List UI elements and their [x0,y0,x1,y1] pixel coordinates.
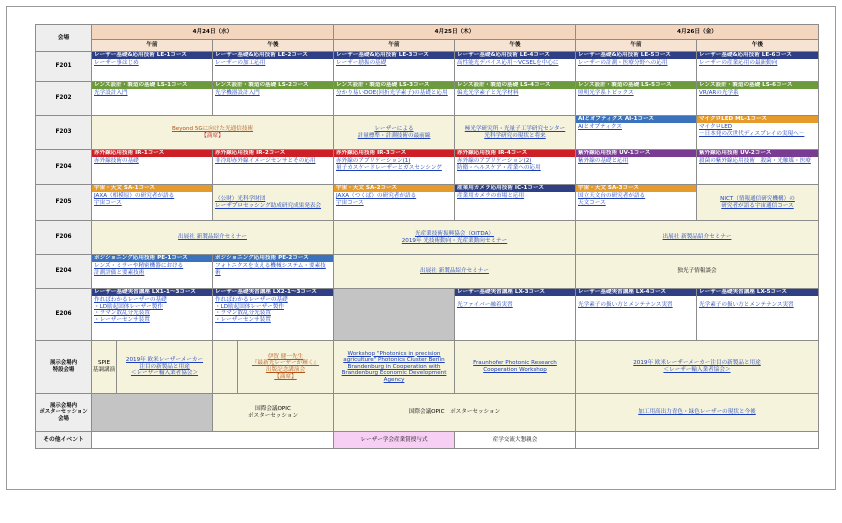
session-link[interactable]: （公財）光科学財団 レーザプロセッシング助成研究成果発表会 [215,195,322,209]
session-cell [334,341,455,394]
session-link[interactable]: レーザーの計測・医療分野への応用 [578,60,668,66]
room-label: その他イベント [36,432,92,449]
session-link[interactable]: 光ファイバー融着実習 [457,302,513,308]
session-link[interactable]: 2019年 欧米レーザーメーカー注目の新製品と用途 ＜レーザー輸入業者協会＞ [633,360,761,373]
session-cell [92,116,334,150]
course-header: レーザー基礎&応用技術 LE-5コース [576,52,696,59]
session-cell [576,394,819,432]
half-header-pm: 午後 [213,40,334,52]
session-link[interactable]: 光学素子の扱い方とメンテナンス実習 [578,302,673,308]
schedule-table [35,24,819,449]
course-header: 宇宙・天文 SA-2コース [334,185,454,192]
course-header: レンズ設計・製造の基礎 LS-1コース [92,82,212,89]
session-cell [576,255,819,289]
session-link[interactable]: ・レーザーセンサ装置 [215,316,271,323]
session-cell [92,289,213,341]
session-link[interactable]: 出展社 新製品紹介セミナー [662,234,732,241]
room-label: F203 [36,116,92,150]
session-cell [334,185,455,221]
session-link[interactable]: ・ラマン散乱分光装置 [215,310,271,317]
session-cell [213,394,334,432]
course-header: ポジショニング応用技術 PE-2コース [213,255,333,262]
session-cell [455,82,576,116]
course-header: レーザー基礎実習講座 LX1-1～3コース [92,289,212,296]
session-link[interactable]: 紫外線の基礎と応用 [578,158,629,164]
session-cell [455,116,576,150]
session-link[interactable]: Workshop "Photonics in precision agriculture" Photonics Cluster Berlin Brandenburg in Cooperation with Brandenburg Economic Development Agency [341,350,447,383]
room-label: F201 [36,52,92,82]
day-header-fri: 4月26日（金） [576,25,819,40]
session-cell [576,185,697,221]
session-link[interactable]: 産業用カメラの市場と応用 [457,193,525,199]
session-link[interactable]: フォトニクスを支える機械システム・要素技術 [215,263,326,276]
course-header: レンズ設計・製造の基礎 LS-2コース [213,82,333,89]
session-link[interactable]: 赤外線のアプリケーション(2) 防衛・ヘルスケア・産業への応用 [457,158,541,171]
session-cell [697,289,819,341]
course-header: レーザー基礎実習講座 LX-3コース [455,289,575,296]
room-label: F204 [36,150,92,185]
course-header: レーザー基礎実習講座 LX-4コース [576,289,696,296]
session-cell [213,52,334,82]
course-header: レンズ設計・製造の基礎 LS-6コース [697,82,818,89]
course-header: レーザー基礎&応用技術 LE-1コース [92,52,212,59]
session-link[interactable]: 高性能光デバイス応用～VCSELを中心に [457,60,559,66]
session-link[interactable]: レーザー励振の基礎 [336,60,387,66]
room-label: E204 [36,255,92,289]
session-link[interactable]: 加工用高出力青色・緑色レーザーの現状と今後 [638,409,756,416]
session-cell [92,82,213,116]
empty-slot [576,432,819,449]
session-cell [334,150,455,185]
session-link[interactable]: 出展社 新製品紹介セミナー [420,268,489,275]
empty-slot [334,289,455,341]
session-cell [576,150,697,185]
session-text: 国際会議OPIC ポスターセッション [408,409,501,416]
session-link[interactable]: ・LD励起固体レーザー製作 [215,303,284,310]
session-cell [92,52,213,82]
course-header: 紫外線応用技術 UV-1コース [576,150,696,157]
event-cell: 産学交流大懇親会 [455,432,576,449]
session-cell [92,255,213,289]
room-label: 展示会場内 ポスターセッション 会場 [36,394,92,432]
course-header: ポジショニング応用技術 PE-1コース [92,255,212,262]
course-header: レンズ設計・製造の基礎 LS-3コース [334,82,454,89]
session-cell [213,289,334,341]
session-cell [576,116,697,150]
session-cell [92,150,213,185]
session-cell [334,221,576,255]
half-header-am: 午前 [92,40,213,52]
session-cell [576,82,697,116]
session-link[interactable]: Beyond 5Gに向けた光通信技術 [171,125,254,132]
session-link[interactable]: 偏光光学素子と光学材料 [457,90,519,96]
session-cell [697,52,819,82]
session-link[interactable]: 赤外線技術の基礎 [94,158,139,164]
session-cell [334,394,576,432]
empty-slot [92,394,213,432]
page-frame [6,6,836,490]
session-cell [697,82,819,116]
half-header-pm: 午後 [455,40,576,52]
session-cell [455,185,576,221]
session-cell [697,185,819,221]
session-cell [334,52,455,82]
session-link[interactable]: 作ればわかるレーザーの基礎 [215,297,288,303]
session-link[interactable]: 出展社 新製品紹介セミナー [178,234,247,241]
session-cell [334,255,576,289]
session-link[interactable]: 作ればわかるレーザーの基礎 [94,297,167,303]
session-link[interactable]: 分かり易いDOE(回折光学素子)の基礎と応用 [336,90,448,96]
session-cell [576,52,697,82]
empty-slot [92,432,334,449]
session-cell [455,341,576,394]
session-link[interactable]: 光産業技術振興協会（OITDA） 2019年 光技術動向・光産業動向セミナー [401,230,508,244]
session-cell [697,116,819,150]
course-header: レーザー基礎実習講座 LX-5コース [697,289,818,296]
session-cell [334,116,455,150]
session-link[interactable]: AIとオプティクス [578,124,622,130]
course-header: レーザー基礎&応用技術 LE-2コース [213,52,333,59]
session-link[interactable]: レーザーの加工応用 [215,60,266,66]
course-header: 宇宙・天文 SA-1コース [92,185,212,192]
session-link[interactable]: Fraunhofer Photonic Research Cooperation Workshop [473,360,557,373]
course-header: レーザー基礎&応用技術 LE-6コース [697,52,818,59]
session-cell [334,82,455,116]
room-label: 展示会場内 特設会場 [36,341,92,394]
full-tag: 【満席】 [201,132,224,139]
session-link[interactable]: VR/ARの光学系 [699,90,739,96]
session-cell [213,150,334,185]
course-header: 紫外線応用技術 UV-2コース [697,150,818,157]
session-link[interactable]: マイクロLED －日本発の次世代ディスプレイの実現へ－ [699,124,805,137]
session-cell [455,150,576,185]
course-header: レンズ設計・製造の基礎 LS-4コース [455,82,575,89]
session-link[interactable]: レーザーの産業応用の最新動向 [699,60,778,66]
session-link[interactable]: JAXA（相模原）の研究者が語る 宇宙コース [94,193,175,206]
session-link[interactable]: 国立天文台の研究者が語る 天文コース [578,193,646,206]
event-cell: レーザー学会産業賞授与式 [334,432,455,449]
course-header: 赤外線応用技術 IR-1コース [92,150,212,157]
session-cell [92,221,334,255]
room-label: F206 [36,221,92,255]
session-cell [455,289,576,341]
session-link[interactable]: 光学設計入門 [94,90,128,96]
session-link[interactable]: JAXA（つくば）の研究者が語る 宇宙コース [336,193,417,206]
course-header: 赤外線応用技術 IR-3コース [334,150,454,157]
session-link[interactable]: 伊賀 健一先生 『最新光レーザーが輝く』 出版記念講演会 【満席】 [251,353,320,380]
venue-header: 会場 [36,25,92,52]
session-cell [576,289,697,341]
spie-keynote: SPIE 基調講演 [92,341,117,393]
course-header: 赤外線応用技術 IR-4コース [455,150,575,157]
session-link[interactable]: 非冷却赤外線イメージセンサとその応用 [215,158,316,164]
session-text: 独光子情報談会 [677,268,717,275]
session-cell [576,341,819,394]
session-cell [213,341,334,394]
session-link[interactable]: レーザー事はじめ [94,60,139,66]
session-link[interactable]: 極光学研究所・光量子工学研究センター 光科学研究の現状と将来 [464,125,566,139]
course-header: AIとオプティクス AI-1コース [576,116,696,123]
session-link[interactable]: レンズ・ミラーや精密機器における 計測評価と要素技術 [94,263,184,276]
session-cell [455,52,576,82]
session-cell [213,255,334,289]
course-header: 宇宙・天文 SA-3コース [576,185,696,192]
course-header: マイクロLED ML-1コース [697,116,818,123]
room-label: F205 [36,185,92,221]
session-link[interactable]: 赤外線のアプリケーション(1) 量子カスケードレーザーとガスセンシング [336,158,442,171]
session-cell [92,185,213,221]
half-header-am: 午前 [334,40,455,52]
half-header-am: 午前 [576,40,697,52]
session-cell [92,341,213,394]
day-header-wed: 4月24日（水） [92,25,334,40]
session-link[interactable]: ・ラマン散乱分光装置 [94,310,150,317]
day-header-thu: 4月25日（木） [334,25,576,40]
half-header-pm: 午後 [697,40,819,52]
session-link[interactable]: NICT（情報通信研究機構）の 研究者が語る宇宙通信コース [720,195,795,209]
course-header: レーザー基礎&応用技術 LE-4コース [455,52,575,59]
session-link[interactable]: 殺菌の紫外線応用技術 殺菌・光触媒・医療 [699,158,811,164]
session-cell [697,150,819,185]
session-cell [576,221,819,255]
session-link[interactable]: 照明光学系トピックス [578,90,634,96]
course-header: レーザー基礎実習講座 LX2-1～3コース [213,289,333,296]
session-link[interactable]: 2019年 欧米レーザーメーカー 注目の新製品と用途 ＜レーザー輸入業者協会＞ [125,357,204,377]
session-link[interactable]: ・レーザーセンサ装置 [94,316,150,323]
course-header: レンズ設計・製造の基礎 LS-5コース [576,82,696,89]
session-link[interactable]: 光学素子の扱い方とメンテナンス実習 [699,302,794,308]
session-cell [213,82,334,116]
room-label: E206 [36,289,92,341]
course-header: 赤外線応用技術 IR-2コース [213,150,333,157]
session-link[interactable]: レーザーによる 計量標準・計測技術の最前線 [357,125,431,139]
course-header: 産業用カメラ応用技術 IC-1コース [455,185,575,192]
session-link[interactable]: 光学機器設計入門 [215,90,260,96]
session-text: 国際会議OPIC ポスターセッション [247,405,299,419]
room-label: F202 [36,82,92,116]
session-link[interactable]: ・LD励起固体レーザー製作 [94,303,163,310]
session-cell [213,185,334,221]
course-header: レーザー基礎&応用技術 LE-3コース [334,52,454,59]
